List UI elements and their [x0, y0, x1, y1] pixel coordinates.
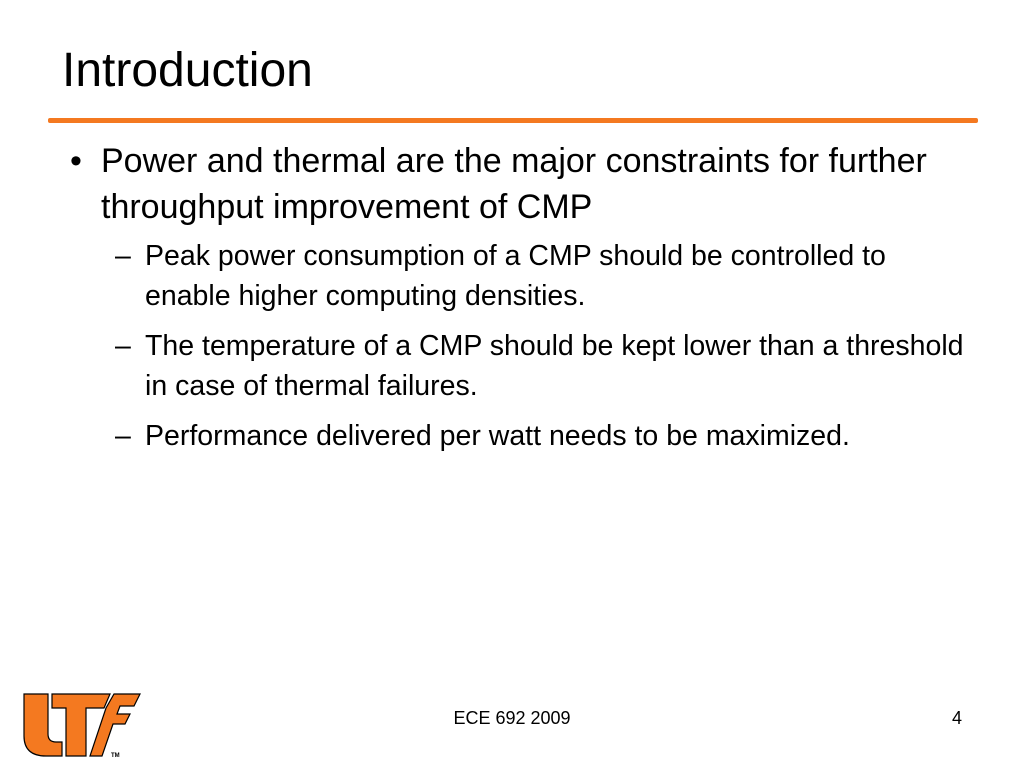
footer-course: ECE 692 2009 — [453, 708, 571, 728]
sub-bullet-marker: – — [115, 330, 131, 362]
sub-bullet-item — [115, 416, 970, 456]
sub-bullet-text: Performance delivered per watt needs to be maximized. — [145, 420, 850, 452]
bullet-text: Power and thermal are the major constraints for further throughput improvement of CMP — [101, 142, 927, 226]
sub-bullet-item — [115, 326, 970, 406]
sub-bullet-list — [70, 236, 970, 456]
ut-logo-icon — [22, 690, 142, 762]
slide-title: Introduction — [62, 44, 313, 97]
sub-bullet-marker: – — [115, 240, 131, 272]
bullet-item — [70, 138, 970, 230]
sub-bullet-text: The temperature of a CMP should be kept lower than a threshold in case of thermal failures. — [145, 330, 964, 402]
sub-bullet-marker: – — [115, 420, 131, 452]
sub-bullet-item — [115, 236, 970, 316]
bullet-marker: • — [70, 142, 82, 180]
trademark-mark: TM — [111, 753, 120, 759]
title-underline — [48, 118, 978, 123]
page-number: 4 — [951, 708, 962, 728]
sub-bullet-text: Peak power consumption of a CMP should be controlled to enable higher computing densities. — [145, 240, 886, 312]
slide-content — [70, 138, 970, 466]
